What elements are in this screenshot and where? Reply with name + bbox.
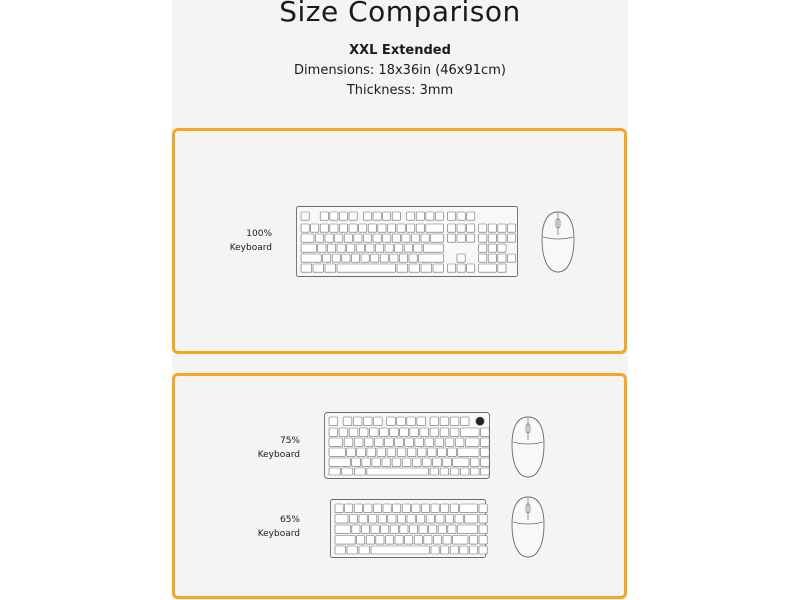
key xyxy=(419,525,427,534)
key xyxy=(400,525,408,534)
key xyxy=(347,448,356,456)
key xyxy=(433,536,441,545)
key xyxy=(361,254,369,262)
key xyxy=(371,254,379,262)
key xyxy=(378,515,386,524)
key xyxy=(457,234,465,242)
key xyxy=(488,254,496,262)
key xyxy=(405,438,414,446)
key xyxy=(363,234,371,242)
key xyxy=(423,244,443,252)
key xyxy=(457,254,465,262)
key xyxy=(359,224,367,232)
key xyxy=(357,536,365,545)
key xyxy=(332,254,340,262)
keyboard-percent: 65% xyxy=(279,515,300,525)
key xyxy=(427,448,436,456)
key xyxy=(373,504,381,513)
key xyxy=(335,546,346,554)
key xyxy=(397,264,408,272)
key xyxy=(371,546,430,554)
key xyxy=(422,458,431,466)
key xyxy=(335,234,343,242)
key xyxy=(372,458,381,466)
key xyxy=(301,212,309,220)
key xyxy=(448,448,457,456)
key xyxy=(395,244,403,252)
key xyxy=(453,536,468,545)
keyboard-65-illustration xyxy=(330,499,486,558)
key xyxy=(447,234,455,242)
key xyxy=(402,458,411,466)
key xyxy=(435,212,443,220)
key xyxy=(383,234,391,242)
key xyxy=(443,458,452,466)
key xyxy=(349,515,357,524)
key xyxy=(381,525,389,534)
key xyxy=(349,224,357,232)
keyboard-label-75 xyxy=(220,434,300,462)
key xyxy=(378,224,386,232)
key xyxy=(458,448,479,456)
key xyxy=(460,546,468,554)
key xyxy=(329,458,350,466)
key xyxy=(353,417,362,425)
key xyxy=(392,458,401,466)
key xyxy=(329,468,340,475)
key xyxy=(397,448,406,456)
key xyxy=(407,417,416,425)
key xyxy=(388,515,396,524)
key xyxy=(457,224,465,232)
key xyxy=(441,546,449,554)
key xyxy=(301,254,321,262)
mousepad-outline-75-65 xyxy=(172,373,627,599)
key xyxy=(460,504,478,513)
key xyxy=(447,212,455,220)
key xyxy=(363,212,371,220)
key xyxy=(438,525,446,534)
key xyxy=(349,212,357,220)
key xyxy=(421,504,429,513)
key xyxy=(450,417,459,425)
key xyxy=(318,244,326,252)
key xyxy=(382,458,391,466)
key xyxy=(339,428,348,436)
key xyxy=(301,264,312,272)
key xyxy=(380,254,388,262)
key xyxy=(424,536,432,545)
key xyxy=(383,504,391,513)
key xyxy=(366,244,374,252)
key xyxy=(320,212,328,220)
key xyxy=(430,428,439,436)
key xyxy=(415,438,424,446)
key xyxy=(425,438,434,446)
key xyxy=(450,546,458,554)
key xyxy=(481,458,490,466)
key xyxy=(327,244,335,252)
key xyxy=(352,458,361,466)
key xyxy=(426,224,444,232)
key xyxy=(337,244,345,252)
key xyxy=(469,546,477,554)
key xyxy=(455,515,463,524)
key xyxy=(407,224,415,232)
key xyxy=(342,254,350,262)
keyboard-100-illustration xyxy=(296,206,518,277)
keyboard-word: Keyboard xyxy=(257,529,300,539)
key xyxy=(470,458,479,466)
key xyxy=(387,224,395,232)
key xyxy=(387,417,396,425)
key xyxy=(359,428,368,436)
key xyxy=(354,504,362,513)
mouse-icon xyxy=(511,416,545,478)
key xyxy=(375,244,383,252)
key xyxy=(419,254,444,262)
key xyxy=(420,428,429,436)
keyboard-percent: 100% xyxy=(246,229,272,239)
key xyxy=(507,224,515,232)
key xyxy=(329,438,343,446)
key xyxy=(421,264,432,272)
key xyxy=(405,536,413,545)
mouse-icon xyxy=(541,211,575,273)
key xyxy=(435,438,444,446)
keyboard-label-100 xyxy=(192,227,272,255)
key xyxy=(433,264,444,272)
key xyxy=(417,515,425,524)
key xyxy=(359,546,370,554)
key xyxy=(335,536,355,545)
key xyxy=(507,234,515,242)
key xyxy=(498,254,506,262)
key xyxy=(325,264,336,272)
key xyxy=(364,504,372,513)
key xyxy=(426,212,434,220)
key xyxy=(385,244,393,252)
key xyxy=(361,525,369,534)
thickness-text: Thickness: 3mm xyxy=(346,83,454,98)
key xyxy=(329,417,338,425)
key xyxy=(339,212,347,220)
key xyxy=(366,536,374,545)
key xyxy=(488,244,496,252)
key xyxy=(393,504,401,513)
keyboard-percent: 75% xyxy=(279,436,300,446)
key xyxy=(315,234,323,242)
key xyxy=(409,264,420,272)
key xyxy=(301,224,309,232)
key xyxy=(402,234,410,242)
key xyxy=(347,546,358,554)
key xyxy=(377,448,386,456)
key xyxy=(368,224,376,232)
key xyxy=(354,234,362,242)
key xyxy=(374,438,383,446)
key xyxy=(335,504,343,513)
key xyxy=(479,525,487,534)
key xyxy=(450,468,459,475)
key xyxy=(507,254,515,262)
key xyxy=(354,438,363,446)
key xyxy=(390,525,398,534)
key xyxy=(335,525,350,534)
key xyxy=(450,428,459,436)
key xyxy=(453,458,469,466)
key xyxy=(397,417,406,425)
key xyxy=(407,448,416,456)
key xyxy=(431,504,439,513)
key xyxy=(390,428,399,436)
key xyxy=(429,525,437,534)
key xyxy=(414,244,422,252)
key xyxy=(479,224,487,232)
key xyxy=(407,212,415,220)
key xyxy=(359,515,367,524)
key xyxy=(364,438,373,446)
key xyxy=(344,438,353,446)
key xyxy=(479,244,487,252)
key xyxy=(445,438,454,446)
key xyxy=(431,234,444,242)
key xyxy=(498,224,506,232)
key xyxy=(390,254,398,262)
key xyxy=(440,417,449,425)
key xyxy=(469,536,477,545)
key xyxy=(436,515,444,524)
key xyxy=(392,234,400,242)
key xyxy=(352,525,360,534)
key xyxy=(416,224,424,232)
dimensions-text: Dimensions: 18x36in (46x91cm) xyxy=(294,63,506,78)
key xyxy=(498,264,506,272)
key xyxy=(392,212,400,220)
key xyxy=(330,212,338,220)
key xyxy=(431,546,439,554)
key xyxy=(320,224,328,232)
keyboard-75-illustration xyxy=(324,412,490,479)
key xyxy=(412,504,420,513)
key xyxy=(465,515,478,524)
key xyxy=(362,458,371,466)
key xyxy=(373,234,381,242)
key xyxy=(409,254,417,262)
key xyxy=(479,234,487,242)
key xyxy=(354,468,365,475)
key xyxy=(373,417,382,425)
key xyxy=(440,468,449,475)
key xyxy=(481,438,490,446)
key xyxy=(479,504,487,513)
key xyxy=(430,468,439,475)
key xyxy=(498,244,506,252)
key xyxy=(345,504,353,513)
key xyxy=(344,234,352,242)
key xyxy=(410,428,419,436)
knob-icon xyxy=(476,417,484,425)
key xyxy=(488,234,496,242)
key xyxy=(329,428,338,436)
key xyxy=(467,224,475,232)
key xyxy=(380,428,389,436)
key xyxy=(479,264,497,272)
page-title: Size Comparison xyxy=(279,0,521,28)
key xyxy=(441,504,449,513)
key xyxy=(399,254,407,262)
key xyxy=(383,212,391,220)
key xyxy=(385,536,393,545)
key xyxy=(465,438,479,446)
key xyxy=(417,448,426,456)
key xyxy=(349,428,358,436)
key xyxy=(450,504,458,513)
key xyxy=(367,448,376,456)
key xyxy=(369,515,377,524)
key xyxy=(481,468,490,475)
key xyxy=(457,525,477,534)
key xyxy=(301,244,316,252)
key xyxy=(481,448,490,456)
key xyxy=(325,234,333,242)
key xyxy=(385,438,394,446)
key xyxy=(330,224,338,232)
keyboard-word: Keyboard xyxy=(229,243,272,253)
key xyxy=(460,417,469,425)
key xyxy=(414,536,422,545)
key xyxy=(457,212,465,220)
key xyxy=(351,254,359,262)
key xyxy=(440,428,449,436)
key xyxy=(367,468,429,475)
key xyxy=(301,234,314,242)
key xyxy=(488,224,496,232)
key xyxy=(347,244,355,252)
key xyxy=(356,244,364,252)
key xyxy=(479,546,487,554)
key xyxy=(395,438,404,446)
key xyxy=(409,525,417,534)
key xyxy=(421,234,429,242)
key xyxy=(387,448,396,456)
key xyxy=(397,515,405,524)
key xyxy=(363,417,372,425)
key xyxy=(407,515,415,524)
key xyxy=(402,504,410,513)
key xyxy=(376,536,384,545)
key xyxy=(417,417,426,425)
key xyxy=(313,264,324,272)
key xyxy=(448,525,456,534)
key xyxy=(329,448,345,456)
key xyxy=(460,428,479,436)
key xyxy=(460,468,469,475)
key xyxy=(426,515,434,524)
key xyxy=(342,468,353,475)
key xyxy=(455,438,464,446)
key xyxy=(467,264,475,272)
key xyxy=(443,536,451,545)
key xyxy=(479,254,487,262)
key xyxy=(481,428,490,436)
key xyxy=(397,224,405,232)
key xyxy=(479,515,487,524)
key xyxy=(411,234,419,242)
key xyxy=(412,458,421,466)
key xyxy=(373,212,381,220)
key xyxy=(430,417,439,425)
key xyxy=(447,264,455,272)
key xyxy=(339,224,347,232)
key xyxy=(447,224,455,232)
key xyxy=(404,244,412,252)
key xyxy=(445,515,453,524)
key xyxy=(357,448,366,456)
key xyxy=(400,428,409,436)
keyboard-label-65 xyxy=(220,513,300,541)
key xyxy=(335,515,348,524)
key xyxy=(323,254,331,262)
key xyxy=(498,234,506,242)
key xyxy=(457,264,465,272)
key xyxy=(479,536,487,545)
key xyxy=(311,224,319,232)
key xyxy=(369,428,378,436)
product-name: XXL Extended xyxy=(349,43,451,58)
key xyxy=(416,212,424,220)
keyboard-word: Keyboard xyxy=(257,450,300,460)
key xyxy=(395,536,403,545)
key xyxy=(433,458,442,466)
key xyxy=(467,212,475,220)
key xyxy=(467,234,475,242)
key xyxy=(371,525,379,534)
key xyxy=(343,417,352,425)
mouse-icon xyxy=(511,496,545,558)
key xyxy=(470,468,479,475)
key xyxy=(337,264,396,272)
key xyxy=(438,448,447,456)
